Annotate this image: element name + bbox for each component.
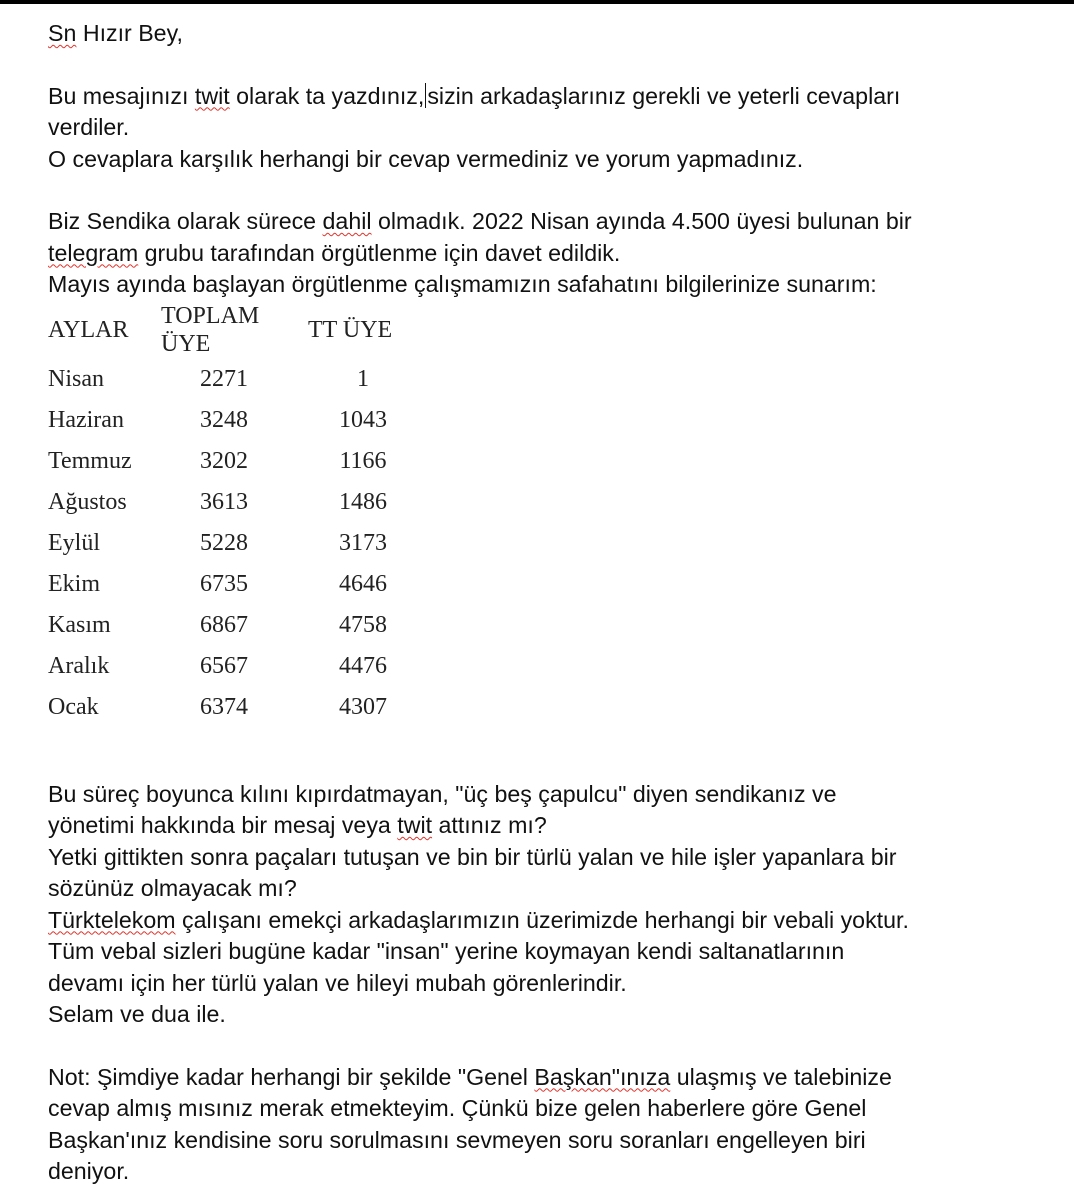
cell-month: Temmuz	[48, 447, 132, 474]
spell-flag-twit: twit	[194, 82, 230, 109]
cell-total: 6567	[200, 652, 248, 679]
letter-body	[48, 18, 1063, 1188]
cell-month: Ocak	[48, 693, 99, 720]
table-row	[48, 403, 468, 437]
cell-total: 6735	[200, 570, 248, 597]
table-row	[48, 444, 468, 478]
greeting: Sn Hızır Bey,	[48, 20, 183, 46]
spell-flag-twit-2: twit	[397, 812, 433, 838]
cell-tt: 1043	[339, 406, 387, 433]
cell-tt: 1	[357, 365, 369, 392]
membership-table	[48, 302, 1063, 748]
cell-tt: 4758	[339, 611, 387, 638]
cell-total: 5228	[200, 529, 248, 556]
note-paragraph: Not: Şimdiye kadar herhangi bir şekilde "Genel Başkan"ınıza ulaşmış ve talebinize cevap almış mısınız merak etmekteyim. Çünkü bize gelen haberlere göre Genel Başkan'ınız kendisine soru sorulmasını sevmeyen soru soranları engelleyen biri deniyor.	[48, 1063, 892, 1184]
table-row	[48, 567, 468, 601]
cell-month: Kasım	[48, 611, 111, 638]
cell-tt: 4646	[339, 570, 387, 597]
paragraph-3: Bu süreç boyunca kılını kıpırdatmayan, "üç beş çapulcu" diyen sendikanız ve yönetimi hakkında bir mesaj veya twit attınız mı? Yetki gittikten sonra paçaları tutuşan ve bin bir türlü yalan ve hile işler yapanlara bir sözünüz olmayacak mı? Türktelekom çalışanı emekçi arkadaşlarımızın üzerimizde herhangi bir vebali yoktur. Tüm vebal sizleri bugüne kadar "insan" yerine koymayan kendi saltanatlarının devamı için her türlü yalan ve hileyi mubah görenlerindir. Selam ve dua ile.	[48, 780, 909, 1027]
cell-total: 3613	[200, 488, 248, 515]
cell-month: Nisan	[48, 365, 104, 392]
header-months: AYLAR	[48, 316, 129, 343]
cell-tt: 3173	[339, 529, 387, 556]
cell-month: Ağustos	[48, 488, 127, 515]
table-row	[48, 485, 468, 519]
paragraph-2: Biz Sendika olarak sürece dahil olmadık. 2022 Nisan ayında 4.500 üyesi bulunan bir telegram grubu tarafından örgütlenme için davet edildik. Mayıs ayında başlayan örgütlenme çalışmamızın safahatını bilgilerinize sunarım:	[48, 208, 912, 297]
table-row	[48, 362, 468, 396]
cell-total: 2271	[200, 365, 248, 392]
table-row	[48, 690, 468, 724]
cell-month: Ekim	[48, 570, 100, 597]
top-border	[0, 0, 1074, 4]
cell-tt: 4476	[339, 652, 387, 679]
table-row	[48, 649, 468, 683]
header-total: TOPLAM ÜYE	[161, 302, 260, 357]
cell-total: 6867	[200, 611, 248, 638]
cell-tt: 1486	[339, 488, 387, 515]
paragraph-1: Bu mesajınızı twit olarak ta yazdınız, sizin arkadaşlarınız gerekli ve yeterli cevapları verdiler. O cevaplara karşılık herhangi bir cevap vermediniz ve yorum yapmadınız.	[48, 82, 901, 172]
cell-total: 3248	[200, 406, 248, 433]
spell-flag-dahil: dahil	[322, 208, 372, 234]
header-tt: TT ÜYE	[308, 316, 393, 343]
table-row	[48, 526, 468, 560]
table-row	[48, 608, 468, 642]
cell-total: 3202	[200, 447, 248, 474]
cell-tt: 1166	[339, 447, 387, 474]
spell-flag-telegram: telegram	[48, 239, 139, 266]
spell-flag-turktelekom: Türktelekom	[48, 906, 176, 933]
cell-total: 6374	[200, 693, 248, 720]
cell-month: Haziran	[48, 406, 124, 433]
cell-month: Aralık	[48, 652, 110, 679]
spell-flag-sn: Sn	[48, 20, 77, 46]
cell-tt: 4307	[339, 693, 387, 720]
spell-flag-baskaniniza: Başkan"ınıza	[534, 1063, 671, 1090]
cell-month: Eylül	[48, 529, 100, 556]
